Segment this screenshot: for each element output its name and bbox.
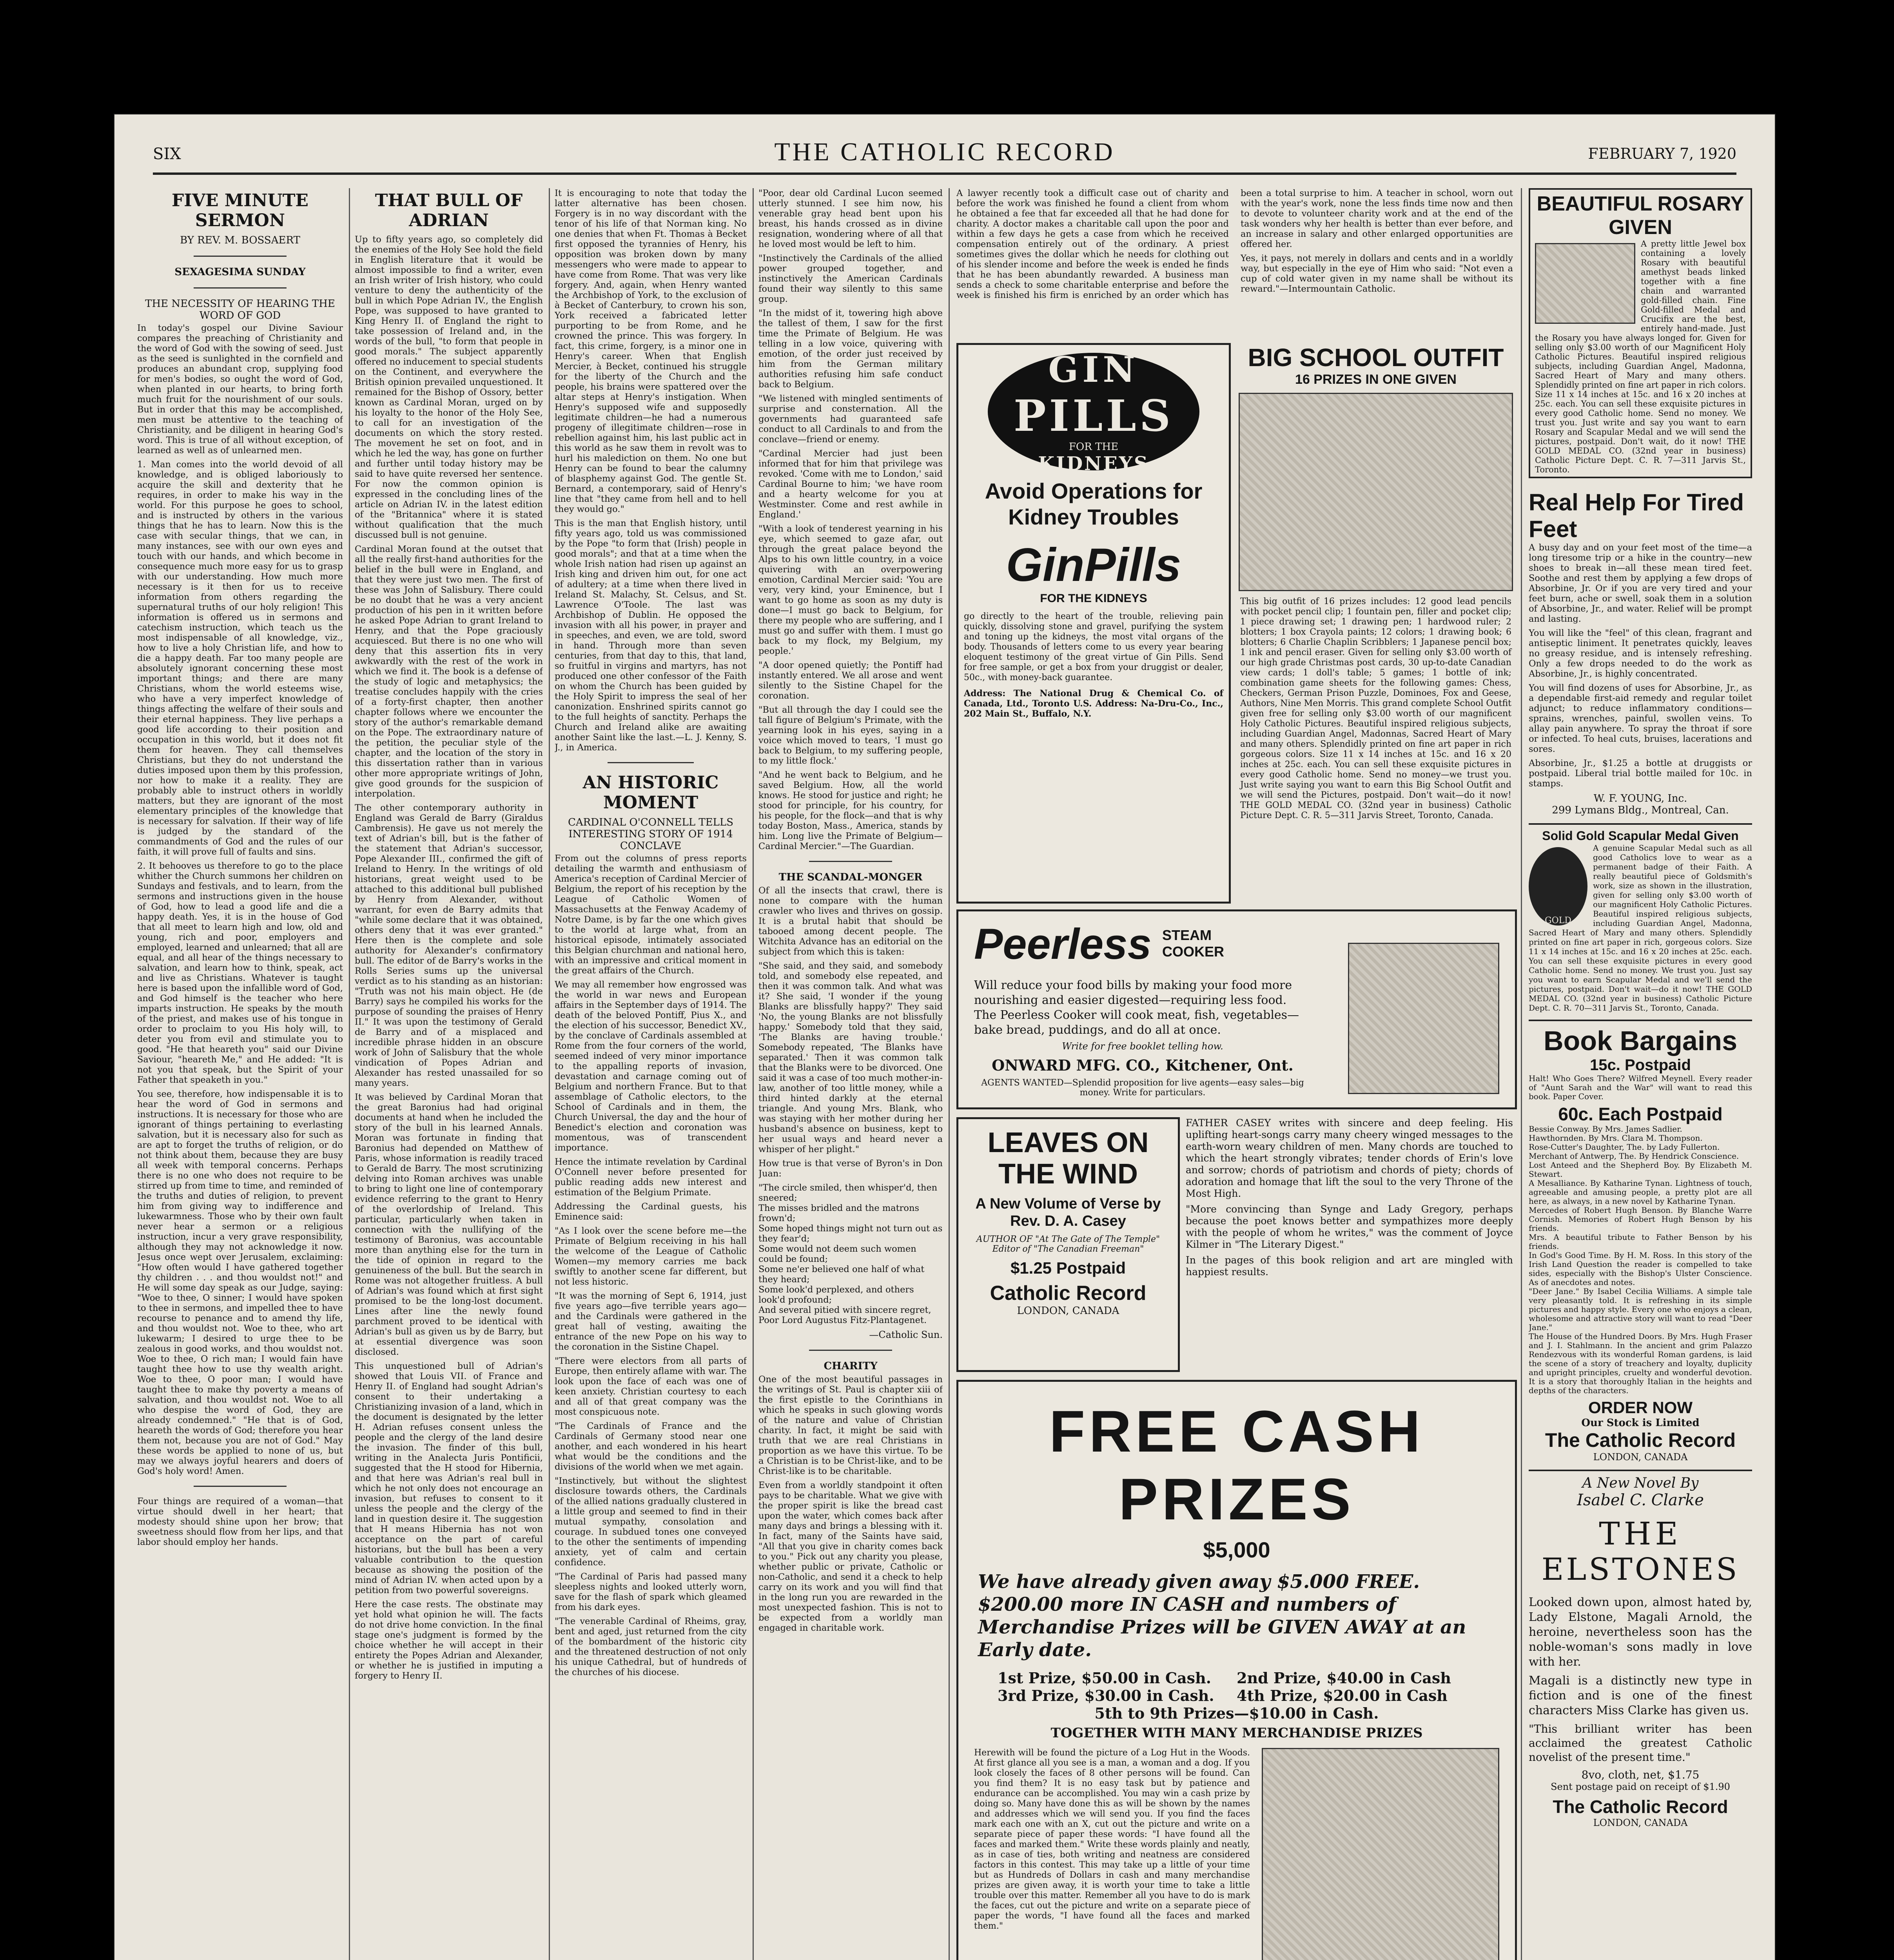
elstones-paragraph: Magali is a distinctly new type in fiction and is one of the finest characters Miss Clarke has given us. — [1529, 1674, 1752, 1717]
historic-subhead: CARDINAL O'CONNELL TELLS INTERESTING STORY OF 1914 CONCLAVE — [568, 817, 734, 852]
tired-feet-paragraph: Absorbine, Jr., $1.25 a bottle at druggists or postpaid. Liberal trial bottle mailed for 10c. in stamps. — [1529, 758, 1752, 789]
charity-paragraph: One of the most beautiful passages in the writings of St. Paul is chapter xiii of the first epistle to the Corinthians in which he speaks in such glowing words of the nature and value of Christian charity. In fact, it might be said with truth that we are real Christians in proportion as we have this virtue. To be a Christian is to be Christ-like, and to be Christ-like is to be charitable. — [758, 1374, 943, 1476]
gin-address: Address: The National Drug & Chemical Co. of Canada, Ltd., Toronto U.S. Address: Na-Dru-Co., Inc., 202 Main St., Buffalo, N.Y. — [964, 688, 1223, 719]
historic-paragraph: "The venerable Cardinal of Rheims, gray, bent and aged, just returned from the city of the bombardment of the historic city and the threatened destruction of not only his unique Cathedral, but of hundreds of the churches of his diocese. — [555, 1616, 747, 1677]
cash-prize: 3rd Prize, $30.00 in Cash. — [998, 1687, 1214, 1704]
historic-title: AN HISTORIC MOMENT — [582, 773, 719, 813]
bull-paragraph: It was believed by Cardinal Moran that the great Baronius had had original documents at hand when he included the story of the bull in his learned Annals. Moran was fortunate in finding that Baronius had depended on Matthew of Paris, whose information is readily traced to Gerald de Barry. The most scrutinizing delving into Roman archives was unable to bring to light one line of contemporary evidence referring to the grant to Henry of the overlordship of Ireland. This particular, particularly when taken in connection with the nullifying of the testimony of Baronius, was accountable more than anything else for the turn in the tide of opinion in regard to the genuineness of the bull. But the search in Rome was not altogether fruitless. A bull of Adrian's was found which at first sight promised to be the long-lost document. Lines after line the newly found parchment proved to be identical with Adrian's bull as given us by de Barry, but at essential divergence was soon disclosed. — [355, 1092, 543, 1357]
rosary-title: BEAUTIFUL ROSARY GIVEN — [1537, 192, 1744, 239]
column-rule — [753, 188, 754, 1960]
leaves-title: LEAVES ON THE WIND — [987, 1127, 1149, 1190]
free-cash-prizes-ad — [956, 1380, 1517, 1960]
charity-paragraph: Yes, it pays, not merely in dollars and cents and in a worldly way, but especially in the eye of Him who said: "Not even a cup of cold water given in my name shall be without its reward."—Intermountain Catholic. — [1241, 253, 1513, 294]
books-list2: Bessie Conway. By Mrs. James Sadlier. Hawthornden. By Mrs. Clara M. Thompson. Rose-Cutter's Daughter, The. by Lady Fullerton. Merchant of Antwerp, The. By Hendrick Conscience. Lost Anteed and the Shepherd Boy. By Elizabeth M. Stewart. A Mesalliance. By Katharine Tynan. Lightness of touch, agreeable and amusing people, a pretty plot are all here, as always, in a new novel by Katharine Tynan. Mercedes of Robert Hugh Benson. By Blanche Warre Cornish. Memories of Robert Hugh Benson by his friends. Mrs. A beautiful tribute to Father Benson by his friends. In God's Good Time. By H. M. Ross. In this story of the Irish Land Question the reader is compelled to take sides, especially with the Bishop's Ulster Conscience. As of anecdotes and notes. "Deer Jane." By Isabel Cecilia Williams. A simple tale very pleasantly told. It is refreshing in its simple pictures and happy style. Every one who enjoys a clean, wholesome and attractive story will want to read "Deer Jane." The House of the Hundred Doors. By Mrs. Hugh Fraser and J. I. Stahlmann. In the ancient and grim Palazzo Rendezvous with its wonderful Roman gardens, is laid the scene of a story of treachery and loyalty, duplicity and upright principles, cruelty and wonderful devotion. It is a story that thoroughly Italian in the heights and depths of the characters. — [1529, 1124, 1752, 1395]
books-order: ORDER NOW — [1588, 1398, 1693, 1417]
historic-column — [555, 188, 747, 1960]
elstones-paragraph: Looked down upon, almost hated by, Lady Elstone, Magali Arnold, the heroine, nevertheless soon has the noble-woman's sons madly in love with her. — [1529, 1595, 1752, 1669]
leaves-review-paragraph: FATHER CASEY writes with sincere and deep feeling. His uplifting heart-songs carry many cheery winged messages to the earth-worn weary children of men. Many chords are touched to which the heart strongly vibrates; tender chords of Erin's love and sorrow; chords of patriotism and chords of piety; chords of adoration and homage that lift the soul to the very Throne of the Most High. — [1186, 1117, 1513, 1199]
book-bargains-ad — [1529, 1020, 1752, 1463]
cash-prize-list — [958, 1669, 1515, 1704]
books-publisher: The Catholic Record — [1545, 1429, 1736, 1451]
historic-paragraph: "The Cardinal of Paris had passed many sleepless nights and looked utterly worn, save for the flash of spark which gleamed from his dark eyes. — [555, 1572, 747, 1612]
column-rule — [549, 188, 550, 1960]
gin-body: go directly to the heart of the trouble, relieving pain quickly, dissolving stone and gravel, purifying the system and toning up the kidneys, the most vital organs of the body. Thousands of letters come to us every year bearing eloquent testimony of the great virtue of Gin Pills. Send for free sample, or get a box from your druggist or dealer, 50c., with money-back guarantee. — [964, 612, 1223, 682]
divider — [194, 256, 286, 257]
historic-paragraph: Hence the intimate revelation by Cardinal O'Connell never before presented for public reading adds new interest and estimation of the Belgium Primate. — [555, 1157, 747, 1198]
peerless-brand: Peerless — [974, 920, 1152, 968]
bull-paragraph: Cardinal Moran found at the outset that all the really first-hand authorities for the belief in the bull were in England, and that they were just two men. The first of these was John of Salisbury. There could be no doubt that he was a very ancient production of his pen in it written before he asked Pope Adrian to grant Ireland to Henry, and that the Pope graciously acquiesced. But there is no one who will deny that this assertion fits in very awkwardly with the rest of the work in which we find it. The book is a defense of the study of logic and metaphysics; the treatise concludes happily with the cries of a forty-first chapter, then another chapter follows where we encounter the story of the author's remarkable demand on the Pope. The extraordinary nature of the petition, the peculiar style of the chapter, and the location of the story in this dissertation rather than in various other more appropriate writings of John, give good grounds for the suspicion of interpolation. — [355, 544, 543, 799]
historic-paragraph: Addressing the Cardinal guests, his Eminence said: — [555, 1201, 747, 1222]
sermon-byline: BY REV. M. BOSSAERT — [180, 234, 300, 246]
historic-paragraph: "It was the morning of Sept 6, 1914, just five years ago—five terrible years ago—and the Cardinals were gathered in the great hall of vesting, awaiting the entrance of the new Pope on his way to the coronation in the Sistine Chapel. — [555, 1291, 747, 1352]
books-price1: 15c. Postpaid — [1590, 1056, 1691, 1074]
scandal-charity-column — [758, 188, 943, 1960]
historic-paragraph: "A door opened quietly; the Pontiff had instantly entered. We all arose and went silently to the Sistine Chapel for the coronation. — [758, 660, 943, 701]
cash-together: TOGETHER WITH MANY MERCHANDISE PRIZES — [1050, 1725, 1423, 1741]
bull-paragraph: Up to fifty years ago, so completely did the enemies of the Holy See hold the field in English literature that it would be almost impossible to find a writer, even an Irish writer of Irish history, who could venture to deny the authenticity of the bull in which Pope Adrian IV., the English Pope, was supposed to have granted to King Henry II. of England the right to take possession of Ireland and, in the words of the bull, "to form that people in good morals." The subject apparently offered no inducement to special students on the Continent, and everywhere the British opinion prevailed unquestioned. It remained for the Bishop of Ossory, better known as Cardinal Moran, urged on by his loyalty to the honor of the Holy See, to call for an investigation of the documents on which the story rested. The movement he set on foot, and in which he led the way, has gone on further and further until today history may be said to have quite reversed her sentence. For now the common opinion is expressed in the concluding lines of the article on Adrian IV. in the latest edition of the "Britannica" where it is stated without qualification that the much discussed bull is not genuine. — [355, 234, 543, 540]
sermon-title: FIVE MINUTE SERMON — [172, 191, 308, 230]
column-rule — [949, 188, 950, 1960]
cash-banner-amount: $5,000 — [1203, 1537, 1270, 1562]
elstones-the: THE — [1599, 1515, 1682, 1552]
divider — [194, 287, 286, 289]
books-title: Book Bargains — [1544, 1025, 1737, 1056]
issue-date: FEBRUARY 7, 1920 — [1588, 145, 1736, 162]
peerless-cooker-ad — [956, 909, 1517, 1109]
tired-feet-title: Real Help For Tired Feet — [1529, 489, 1744, 542]
gin-for-the: FOR THE — [1069, 441, 1119, 453]
column-rule — [349, 188, 350, 1960]
historic-paragraph: "With a look of tenderest yearning in his eye, which seemed to gaze afar, out through the great palace beyond the Alps to his own little country, in a voice quivering with an overpowering emotion, Cardinal Mercier said: 'You are very, very kind, your Eminence, but I want to go home as soon as my duty is done—I must go back to Belgium, for there my people who are suffering, and I must go and suffer with them. I must go back to my flock, my Belgium, my people.' — [758, 524, 943, 656]
leaves-city: LONDON, CANADA — [1017, 1305, 1119, 1317]
tired-feet-paragraph: You will find dozens of uses for Absorbine, Jr., as a dependable first-aid remedy and regular toilet adjunct; to reduce inflammatory conditions—sprains, wrenches, painful, swollen veins. To allay pain anywhere. To spray the throat if sore or infected. To heal cuts, bruises, lacerations and sores. — [1529, 683, 1752, 754]
cash-prize: 5th to 9th Prizes—$10.00 in Cash. — [1094, 1704, 1379, 1722]
historic-paragraph: "In the midst of it, towering high above the tallest of them, I saw for the first time the Primate of Belgium. He was telling in a low voice, quivering with emotion, of the order just received by him from the German military authorities refusing him safe conduct back to Belgium. — [758, 308, 943, 390]
scandal-title: THE SCANDAL-MONGER — [778, 871, 923, 883]
school-outfit-title: BIG SCHOOL OUTFIT — [1248, 343, 1504, 372]
scandal-paragraph: How true is that verse of Byron's in Don Juan: — [758, 1158, 943, 1179]
elstones-price: 8vo, cloth, net, $1.75 — [1581, 1768, 1700, 1781]
charity-continued — [956, 188, 1513, 337]
scapular-ad — [1529, 823, 1752, 1013]
scandal-poem: "The circle smiled, then whisper'd, then sneered; The misses bridled and the matrons frown'd; Some hoped things might not turn out as they fear'd; Some would not deem such women could be found; Some ne'er believed one half of what they heard; Some look'd perplexed, and others look'd profound; And several pitied with sincere regret, Poor Lord Augustus Fitz-Plantagenet. — [758, 1183, 943, 1325]
peerless-body: Will reduce your food bills by making your food more nourishing and easier digested—requiring less food. The Peerless Cooker will cook meat, fish, vegetables—bake bread, puddings, and do all at once. — [974, 978, 1299, 1037]
elstones-ad — [1529, 1470, 1752, 1828]
peerless-agents: AGENTS WANTED—Splendid proposition for live agents—easy sales—big money. Write for particulars. — [981, 1078, 1304, 1098]
elstones-publisher: The Catholic Record — [1553, 1797, 1728, 1817]
divider — [809, 1350, 892, 1351]
books-list1: Halt! Who Goes There? Wilfred Meynell. Every reader of "Aunt Sarah and the War" will want to read this book. Paper Cover. — [1529, 1074, 1752, 1101]
rosary-ad — [1529, 188, 1752, 478]
cash-puzzle-section — [958, 1744, 1515, 1960]
rosary-body: A pretty little Jewel box containing a lovely Rosary with beautiful amethyst beads linked together with a fine chain and warranted gold-filled chain. Fine Gold-filled Medal and Crucifix are the best, entirely hand-made. Just the Rosary you have always longed for. Given for selling only $3.00 worth of our Magnificent Holy Catholic Pictures. Beautiful inspired religious subjects, including Guardian Angel, Madonna, Sacred Heart of Mary and many others. Splendidly printed on fine art paper in rich colors. Size 11 x 14 inches at 15c. and 16 x 20 inches at 25c. each. You can sell these exquisite pictures in every good Catholic home. Send no money. We trust you. Just write and say you want to earn Rosary and Scapular Medal and we will send the pictures, postpaid. Don't wait, do it now! THE GOLD MEDAL CO. (32nd year in business) Catholic Picture Dept. C. R. 7—311 Jarvis St., Toronto. — [1535, 239, 1746, 474]
school-outfit-ad — [1235, 343, 1517, 900]
bull-paragraph: It is encouraging to note that today the latter alternative has been chosen. Forgery is in no way discordant with the tenor of his life of that Norman king. No one denies that when Ft. Thomas à Becket first opposed the tyrannies of Henry, his opposition was broken down by many messengers who were made to appear to have come from Rome. That was very like forgery. And, again, when Henry wanted the Archbishop of York, to the exclusion of à Becket of Canterbury, to crown his son, York received a fabricated letter purporting to be from Rome, and he crowned the prince. This was forgery. In fact, this crime, forgery, is a minor one in Henry's career. When that English Mercier, à Becket, continued his struggle for the liberty of the Church and the people, his brains were spattered over the altar steps at Henry's instigation. When Henry's supposed wife and supposedly legitimate children—he had a numerous progeny of illegitimate children—rose in rebellion against him, his last public act in this world as he saw them in revolt was to hurl his malediction on them. No one but Henry can be found to bear the calumny of blasphemy against God. The gentle St. Bernard, a contemporary, said of Henry's line that "they came from hell and to hell they would go." — [555, 188, 747, 514]
sermon-column — [137, 188, 343, 1960]
historic-paragraph: From out the columns of press reports detailing the warmth and enthusiasm of America's reception of Cardinal Mercier of Belgium, the report of his reception by the League of Catholic Women of Massachusetts at the Fenway Academy of Notre Dame, is by far the one which gives to the world at large what, from an historical episode, intimately associated this Belgian churchman and national hero, with an impressive and critical moment in the great affairs of the Church. — [555, 853, 747, 976]
historic-paragraph: "We listened with mingled sentiments of surprise and consternation. All the governments had guaranteed safe conduct to all Cardinals to and from the conclave—friend or enemy. — [758, 394, 943, 445]
scapular-title: Solid Gold Scapular Medal Given — [1542, 829, 1739, 843]
sermon-kicker: SEXAGESIMA SUNDAY — [174, 266, 306, 278]
charity-paragraph: Even from a worldly standpoint it often pays to be charitable. What we give with the proper spirit is like the bread cast upon the water, which comes back after many days and brings a blessing with it. In fact, many of the Saints have said, "All that you give in charity comes back to you." Pick out any charity you please, whether public or private, Catholic or non-Catholic, and send it a check to help carry on its work and you will find that in the long run you are rewarded in the most unexpected fashion. This is not to be expected from a worldly man engaged in charitable work. — [758, 1480, 943, 1633]
historic-paragraph: "Cardinal Mercier had just been informed that for him that privilege was revoked. 'Come with me to London,' said Cardinal Bourne to him; 'we have room and a hearty welcome for you at Westminster. Come and rest awhile in England.' — [758, 448, 943, 520]
historic-paragraph: We may all remember how engrossed was the world in war news and European affairs in the September days of 1914. The death of the beloved Pontiff, Pius X., and the election of his successor, Benedict XV., by the conclave of Cardinals assembled at Rome from the four corners of the world, seemed indeed of very minor importance to the appalling reports of invasion, devastation and carnage coming out of Belgium and northern France. But to that assemblage of Catholic electors, to the School of Cardinals and in them, the Church Universal, the day and the hour of Benedict's election and coronation was momentous, was of transcendent importance. — [555, 980, 747, 1153]
school-outfit-body: This big outfit of 16 prizes includes: 12 good lead pencils with pocket pencil clip; 1 fountain pen, filler and pocket clip; 1 piece drawing set; 1 drawing pen; 1 hardwood ruler; 2 blotters; 1 box Crayola paints; 12 colors; 1 drawing book; 6 blotters; 6 Charlie Chaplin Scribblers; 1 Japanese pencil box; 1 ink and pencil eraser. Given for selling only $3.00 worth of our high grade Christmas post cards, 30 up-to-date Canadian view cards; 1 doll's table; 5 games; 1 bottle of ink; combination game sheets for the following games: Chess, Checkers, German Prison Puzzle, Dominoes, Fox and Geese, Authors, Nine Men Morris. This grand complete School Outfit given free for selling only $3.00 worth of our magnificent Holy Catholic Pictures. Beautiful inspired religious subjects, including Guardian Angel, Madonnas, Sacred Heart of Mary and many others. Splendidly printed on fine art paper in rich gorgeous colors. Size 11 x 14 inches at 15c. and 16 x 20 inches at 25c. each. You can sell these exquisite pictures in every good Catholic home. Send no money—we trust you. Just write saying you want to earn this Big School Outfit and we will send the Pictures, postpaid. Don't wait—do it now! THE GOLD MEDAL CO. (32nd year in business) Catholic Picture Dept. C. R. 5—311 Jarvis Street, Toronto, Canada. — [1240, 597, 1511, 820]
peerless-write: Write for free booklet telling how. — [1062, 1041, 1223, 1052]
leaves-sub: A New Volume of Verse by Rev. D. A. Casey — [975, 1196, 1161, 1229]
page-number: SIX — [153, 145, 181, 163]
tired-feet-paragraph: You will like the "feel" of this clean, fragrant and antiseptic liniment. It penetrates quickly, leaves no greasy residue, and is intensely refreshing. Only a few drops needed to do the work as Absorbine, Jr., is highly concentrated. — [1529, 628, 1752, 679]
newspaper-page — [114, 114, 1776, 1960]
cash-headline: FREE CASH PRIZES — [1049, 1398, 1424, 1532]
historic-paragraph: "As I look over the scene before me—the Primate of Belgium receiving in his hall the welcome of the League of Catholic Women—my memory carries me back swiftly to another scene far different, but not less historic. — [555, 1226, 747, 1287]
historic-paragraph: "Instinctively the Cardinals of the allied power grouped together, and instinctively the American Cardinals found their way silently to this same group. — [758, 253, 943, 304]
leaves-price: $1.25 Postpaid — [1010, 1259, 1126, 1277]
filler-paragraph: Four things are required of a woman—that virtue should dwell in her heart; that modesty should shine upon her brow; that sweetness should flow from her lips, and that labor should employ her hands. — [137, 1496, 343, 1547]
elstones-author: Isabel C. Clarke — [1577, 1491, 1704, 1509]
divider — [194, 1486, 286, 1487]
leaves-review-paragraph: In the pages of this book religion and art are mingled with happiest results. — [1186, 1254, 1513, 1278]
historic-paragraph: "But all through the day I could see the tall figure of Belgium's Primate, with the yearning look in his eyes, saying in a voice which moved to tears, 'I must go back to Belgium, to my suffering people, to my little flock.' — [758, 705, 943, 766]
divider — [608, 762, 694, 763]
bull-paragraph: Here the case rests. The obstinate may yet hold what opinion he will. The facts do not drive home conviction. In the final stage one's judgment is formed by the choice whether he will accept in their entirety the Popes Adrian and Alexander, or whether he is justified in imputing a forgery to Henry II. — [355, 1599, 543, 1681]
gin-kidneys: KIDNEYS — [1038, 452, 1149, 475]
historic-paragraph: "Instinctively, but without the slightest disclosure towards others, the Cardinals of the allied nations gradually clustered in a little group and seemed to find in their mutual sympathy, consolation and courage. In subdued tones one conveyed to the other the sentiments of impending anxiety, yet of calm and certain confidence. — [555, 1476, 747, 1568]
leaves-review-paragraph: "More convincing than Synge and Lady Gregory, perhaps because the poet knows better and sympathizes more deeply with the people of whom he writes," was the comment of Joyce Kilmer in "The Literary Digest." — [1186, 1203, 1513, 1250]
scapular-medal-label: GOLD — [1545, 916, 1571, 926]
scapular-medal-illustration — [1529, 847, 1587, 926]
cash-prize: 2nd Prize, $40.00 in Cash — [1237, 1669, 1451, 1687]
bull-paragraph: This is the man that English history, until fifty years ago, told us was commissioned by the Pope "to form that (Irish) people in good morals"; and that at a time when the whole Irish nation had risen up against an Irish king and driven him out, for one act of adultery; at a time when there lived in Ireland St. Malachy, St. Celsus, and St. Lawrence O'Toole. The last was Archbishop of Dublin. He opposed the invasion with all his power, in prayer and in speeches, and even, we are told, sword in hand. Through more than seven centuries, from that day to this, that land, so fruitful in virgins and martyrs, has not produced one other confessor of the Faith on whom the Church has been guided by the Holy Spirit to impress the seal of her canonization. Enshrined spirits cannot go to the full heights of sanctity. Perhaps the Church and Ireland alike are awaiting another Saint like the last.—L. J. Kenny, S. J., in America. — [555, 518, 747, 753]
leaves-review — [1186, 1117, 1513, 1368]
scandal-paragraph: Of all the insects that crawl, there is none to compare with the human crawler who lives and thrives on gossip. It is a brutal habit that should be tabooed among decent people. The Witchita Advance has an editorial on the subject from which this is taken: — [758, 886, 943, 957]
historic-paragraph: "There were electors from all parts of Europe, then entirely aflame with war. The look upon the face of each was one of keen anxiety. Christian courtesy to each and all of that great company was the most conspicuous note. — [555, 1356, 747, 1417]
elstones-kicker: A New Novel By — [1582, 1475, 1699, 1491]
scapular-body: A genuine Scapular Medal such as all good Catholics love to wear as a permanent badge of their Faith. A really beautiful piece of Goldsmith's work, size as shown in the illustration, given for selling only $3.00 worth of our magnificent Holy Catholic Pictures. Beautiful inspired religious subjects, including Guardian Angel, Madonna, Sacred Heart of Mary and many others. Splendidly printed on fine art paper in rich, gorgeous colors. Size 11 x 14 inches at 15c. and 16 x 20 inches at 25c. each. You can sell these exquisite pictures in every good Catholic home. Send no money. We trust you. Just say you want to earn Scapular Medal and we'll send the pictures, postpaid. Don't wait—do it now! THE GOLD MEDAL CO. (32nd year in business) Catholic Picture Dept. C. R. 70—311 Jarvis St., Toronto, Canada. — [1529, 843, 1752, 1013]
peerless-brand2: STEAM COOKER — [1162, 927, 1225, 960]
elstones-title: ELSTONES — [1541, 1552, 1740, 1587]
cash-prize: 1st Prize, $50.00 in Cash. — [998, 1669, 1211, 1687]
charity-paragraph: A lawyer recently took a difficult case out of charity and before the work was finished he found a client from whom he obtained a fee that far exceeded all that he had done for charity. A doctor makes a charitable call upon the poor and within a few days he gets a case from which he received compensation entirely out of the ordinary. A priest sometimes gives the dollar which he needs for clothing out of his slender income and before the week is ended he finds that he has been abundantly rewarded. A business man sends a check to some charitable enterprise and before the week is finished his firm is enriched by an order which has been a total surprise to him. A teacher in school, worn out with the year's work, none the less finds time now and then to devote to volunteer charity work and at the end of the task wonders why her health is better than ever before, and an increase in salary and other enlarged opportunities are offered her. — [956, 188, 1513, 300]
peerless-company: ONWARD MFG. CO., Kitchener, Ont. — [992, 1056, 1294, 1074]
leaves-author-note: AUTHOR OF "At The Gate of The Temple" Editor of "The Canadian Freeman" — [976, 1234, 1160, 1254]
bull-title: THAT BULL OF ADRIAN — [375, 191, 523, 230]
right-ad-column — [1529, 188, 1752, 1960]
sermon-paragraph: You see, therefore, how indispensable it is to hear the word of God in sermons and instructions. It is necessary for those who are ignorant of things pertaining to everlasting salvation, but it is necessary also for such as are apt to forget the truths of religion, or do not think about them, because they are busy all week with temporal concerns. Perhaps there is no one who does not require to be stirred up from time to time, and reminded of the truths and duties of religion, to prevent him from giving way to indifference and lukewarmness. Those who by their own fault never hear a sermon or a religious instruction, incur a very grave responsibility, although they may not acknowledge it now. Jesus once wept over Jerusalem, exclaiming: "How often would I have gathered together thy children . . . and thou wouldst not!" and He will some day speak as our Judge, saying: "Woe to thee, O sinner; I would have spoken to thee in sermons, and impelled thee to have recourse to penance and to amend thy life, and thou wouldst not. Woe to thee, who art lukewarm; I desired to urge thee to be zealous in good works, and thou wouldst not. Woe to thee, O rich man; I would fain have taught thee how to use thy wealth aright. Woe to thee, O poor man; I would have taught thee to make thy poverty a means of salvation, and thou wouldst not. Woe to all who despise the word of God, they are already condemned." "He that is of God, heareth the words of God; therefore you hear them not, because you are not of God." May these words be applied to none of us, but may we always joyful hearers and doers of God's holy word! Amen. — [137, 1089, 343, 1476]
elstones-city: LONDON, CANADA — [1593, 1817, 1688, 1828]
elstones-paragraph: "This brilliant writer has been acclaimed the greatest Catholic novelist of the present time." — [1529, 1722, 1752, 1764]
sermon-paragraph: In today's gospel our Divine Saviour compares the preaching of Christianity and the word of God with the sowing of seed. Just as the seed is sunlighted in the cornfield and produces an abundant crop, supplying food for men's bodies, so ought the word of God, when planted in our hearts, to bring forth much fruit for the nourishment of our souls. But in order that this may be accomplished, men must be attentive to the teaching of Christianity, and be diligent in hearing God's word. This is true of all without exception, of learned as well as of unlearned men. — [137, 323, 343, 456]
school-supplies-illustration — [1239, 393, 1513, 591]
sermon-subhead: THE NECESSITY OF HEARING THE WORD OF GOD — [145, 298, 335, 321]
tired-feet-company: W. F. YOUNG, Inc. — [1593, 793, 1687, 804]
leaves-on-the-wind-ad — [956, 1117, 1180, 1372]
gin-brand-top: GIN — [1048, 348, 1139, 390]
divider — [809, 861, 892, 862]
cash-lead: We have already given away $5.000 FREE. $200.00 more IN CASH and numbers of Merchandise Prizes will be GIVEN AWAY at an Early date. — [978, 1571, 1466, 1661]
historic-paragraph: "And he went back to Belgium, and he saved Belgium. How, all the world knows. He stood for justice and right; he stood for principle, for his country, for his people, for the flock—and that is why today Boston, Mass., America, stands by him. Long live the Primate of Belgium—Cardinal Mercier."—The Guardian. — [758, 770, 943, 851]
sermon-paragraph: 2. It behooves us therefore to go to the place whither the Church summons her children on Sundays and festivals, and to learn, from the sermons and instructions given in the house of God, how to lead a good life and die a happy death. Yes, it is in the house of God that all meet to learn high and low, old and young, rich and poor, employers and employed, learned and unlearned; that all are equal, and all hear of the things necessary to salvation, and learn how to think, speak, act and live as Christians. Whatever is taught here is based upon the infallible word of God, and God himself is the teacher who here imparts instruction. He speaks by the mouth of the priest, and makes use of his tongue in order to proclaim to you His holy will, to deter you from evil and stimulate you to good. "He that heareth you" said our Divine Saviour, "heareth Me," and He added: "It is not you that speak, but the Spirit of your Father that speaketh in you." — [137, 861, 343, 1085]
rosary-box-illustration — [1535, 243, 1635, 324]
column-rule — [1521, 188, 1522, 1960]
scandal-paragraph: "She said, and they said, and somebody told, and somebody else repeated, and then it was common talk. And what was it? She said, 'I wonder if the young Blanks are blissfully happy?' They said 'No, the young Blanks are not blissfully happy.' Somebody told that they said, 'The Blanks are having trouble.' Somebody repeated, 'The Blanks have separated.' Then it was common talk that the Blanks were to be divorced. One said it was a case of too much mother-in-law, another of too little money, while a third hinted darkly at the eternal triangle. And young Mrs. Blank, who was staying with her mother during her husband's absence on business, kept to her usual ways and heard never a whisper of her plight." — [758, 961, 943, 1154]
historic-paragraph: "The Cardinals of France and the Cardinals of Germany stood near one another, and each wondered in his heart what would be the conditions and the divisions of the world when we met again. — [555, 1421, 747, 1472]
gin-logo: GinPills — [1006, 539, 1181, 591]
books-price2: 60c. Each Postpaid — [1558, 1104, 1723, 1124]
leaves-publisher: Catholic Record — [990, 1282, 1147, 1305]
charity-title: CHARITY — [824, 1360, 878, 1372]
books-city: LONDON, CANADA — [1593, 1452, 1688, 1463]
gin-logo-sub: FOR THE KIDNEYS — [1040, 592, 1147, 605]
books-limited: Our Stock is Limited — [1581, 1417, 1700, 1429]
log-hut-puzzle-illustration — [1262, 1748, 1499, 1960]
masthead: THE CATHOLIC RECORD — [774, 138, 1115, 166]
gin-brand-main: PILLS — [1013, 390, 1174, 441]
elstones-postage: Sent postage paid on receipt of $1.90 — [1551, 1781, 1730, 1792]
pill-tin-illustration — [988, 348, 1199, 475]
page-header — [153, 137, 1736, 175]
gin-pills-ad — [956, 343, 1231, 904]
tired-feet-address: 299 Lymans Bldg., Montreal, Can. — [1552, 804, 1729, 816]
bull-paragraph: The other contemporary authority in England was Gerald de Barry (Giraldus Cambrensis). He gave us not merely the text of Adrian's bill, but is the father of the statement that Adrian's successor, Pope Alexander III., confirmed the gift of Ireland to Henry. In the writings of old historians, great weight used to be attached to this additional bull published by Henry from Alexander, without warrant, for even de Barry admits that "while some declare that it was obtained, others deny that it was ever granted." Here then is the complete and sole authority for Alexander's confirmatory bull. The editor of de Barry's works in the Rolls Series sums up the universal verdict as to his standing as an historian: "Truth was not his main object. He (de Barry) says he compiled his works for the purpose of sounding the praises of Henry II." It was upon the testimony of Gerald de Barry and of a misplaced and incredible phrase hidden in an obscure work of John of Salisbury that the whole vindication of Popes Adrian and Alexander has rested unassailed for so many years. — [355, 803, 543, 1088]
steam-cooker-illustration — [1348, 943, 1499, 1094]
scandal-source: —Catholic Sun. — [869, 1329, 943, 1340]
bull-column — [355, 188, 543, 1960]
cash-body: Herewith will be found the picture of a Log Hut in the Woods. At first glance all you see is a man, a woman and a dog. If you look closely the faces of 8 other persons will be found. Can you find them? It is no easy task but by patience and endurance can be accomplished. You may win a cash prize by doing so. Many have done this as will be shown by the names and addresses which we will send you. If you find the faces mark each one with an X, cut out the picture and write on a separate piece of paper these words: "I have found all the faces and marked them." Write these words plainly and neatly, as in case of ties, both writing and neatness are considered factors in this contest. This may take up a little of your time but as Hundreds of Dollars in cash and many merchandise prizes are given away, it is worth your time to take a little trouble over this matter. Remember all you have to do is mark the faces, cut out the picture and write on a separate piece of paper the words, "I have found all the faces and marked them." — [974, 1748, 1250, 1931]
gin-headline: Avoid Operations for Kidney Troubles — [985, 479, 1203, 529]
sermon-paragraph: 1. Man comes into the world devoid of all knowledge, and is obliged laboriously to acquire the skill and dexterity that he requires, in order to make his way in the world. For this purpose he goes to school, and is instructed by others in the various things that he has to learn. Now this is the case with secular things, that we can, in many instances, see with our own eyes and touch with our hands, and which become in consequence much more easy for us to grasp with our understanding. How much more necessary is it then for us to receive information from others regarding the supernatural truths of our holy religion! This information is offered us in sermons and catechism instruction, which teach us the most indispensable of all knowledge, viz., how to live a holy Christian life, and how to die a happy death. Far too many people are absolutely ignorant concerning these most important things; and there are many Christians, whom the world esteems wise, who have a very imperfect knowledge of things affecting the welfare of their souls and their eternal happiness. They live perhaps a good life according to their position and occupation in this world, but it does not fit them for heaven. They call themselves Christians, but they do not understand the duties imposed upon them by this profession, nor how to make it a reality. They are probably able to instruct others in worldly matters, but they are ignorant of the most elementary principles of the knowledge that is necessary for salvation. If their way of life is judged by the standard of the commandments of God and the rules of our faith, it will prove full of faults and sins. — [137, 459, 343, 857]
cash-prize: 4th Prize, $20.00 in Cash — [1237, 1687, 1448, 1704]
school-outfit-sub: 16 PRIZES IN ONE GIVEN — [1295, 372, 1457, 387]
tired-feet-paragraph: A busy day and on your feet most of the time—a long tiresome trip or a hike in the country—new shoes to break in—all these mean tired feet. Soothe and rest them by applying a few drops of Absorbine, Jr. Or if you are very tired and your feet burn, ache or swell, soak them in a solution of Absorbine, Jr., and water. Relief will be prompt and lasting. — [1529, 543, 1752, 624]
bull-paragraph: This unquestioned bull of Adrian's showed that Louis VII. of France and Henry II. of England had sought Adrian's consent to their undertaking a Christianizing invasion of a land, which in the document is designated by the letter H. Adrian refuses consent unless the people and the clergy of the land desire the invasion. The finder of this bull, writing in the Analecta Juris Pontificii, suggested that the H stood for Hibernia, and that here was Adrian's real bull in which he not only does not encourage an invasion, but refuses to consent to it unless the people and the clergy of the land in question desire it. The suggestion that H means Hibernia has not won acceptance on the part of careful historians, but the bull has been a very valuable contribution to the question because as showing the position of the mind of Adrian IV. when acted upon by a petition from two powerful sovereigns. — [355, 1361, 543, 1595]
historic-paragraph: "Poor, dear old Cardinal Lucon seemed utterly stunned. I see him now, his venerable gray head bent upon his breast, his hands crossed as in divine resignation, wondering where of all that he loved most would be left to him. — [758, 188, 943, 249]
